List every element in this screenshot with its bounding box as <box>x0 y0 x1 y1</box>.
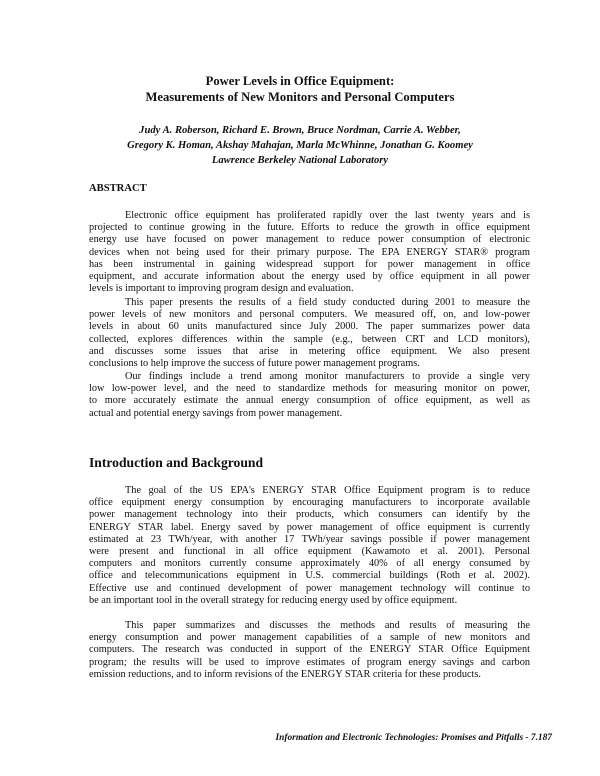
text-line: power management technology into their products, which consumers can identify by the <box>89 509 530 521</box>
intro-paragraph-1 <box>89 485 530 607</box>
text-line: levels in about 60 units manufactured since July 2000. The paper summarizes power data <box>89 321 530 333</box>
text-line: The goal of the US EPA's ENERGY STAR Office Equipment program is to reduce <box>125 485 530 496</box>
intro-paragraph-2 <box>89 620 530 681</box>
text-line: equipment, and accurate information about the energy used by office equipment in all power <box>89 270 530 282</box>
text-line: This paper summarizes and discusses the methods and results of measuring the <box>125 620 530 631</box>
text-line: emission reductions, and to inform revisions of the ENERGY STAR criteria for these products. <box>89 668 482 680</box>
abstract-paragraph-2 <box>89 297 530 370</box>
text-line: energy use have focused on power management to reduce power consumption of electronic <box>89 234 530 246</box>
intro-heading: Introduction and Background <box>89 455 264 470</box>
text-line: to more accurately estimate the annual energy consumption of office equipment, as well as <box>89 395 530 407</box>
text-line: energy consumption and power management capabilities of a sample of new monitors and <box>89 632 530 644</box>
text-line: conclusions to help improve the success of future power management programs. <box>89 357 420 369</box>
text-line: levels is important to improving program design and evaluation. <box>89 283 354 295</box>
text-line: ENERGY STAR label. Energy saved by power management of office equipment is currently <box>89 521 530 533</box>
text-line: Effective use and continued development of power management technology will continue to <box>89 582 530 594</box>
text-line: office and telecommunications equipment in U.S. commercial buildings (Roth et al. 2002). <box>89 570 530 582</box>
authors-line-2: Gregory K. Homan, Akshay Mahajan, Marla McWhinne, Jonathan G. Koomey <box>127 140 473 151</box>
text-line: be an important tool in the overall strategy for reducing energy used by office equipment. <box>89 594 458 606</box>
authors-line-1: Judy A. Roberson, Richard E. Brown, Bruce Nordman, Carrie A. Webber, <box>139 125 461 136</box>
title-line-1: Power Levels in Office Equipment: <box>205 74 395 88</box>
title-line-2: Measurements of New Monitors and Personal Computers <box>145 90 455 104</box>
abstract-paragraph-1 <box>89 210 530 295</box>
text-line: office equipment energy consumption by encouraging manufacturers to incorporate available <box>89 497 530 509</box>
text-line: projected to continue growing in the future. Efforts to reduce the growth in office equipment <box>89 222 530 234</box>
text-line: This paper presents the results of a field study conducted during 2001 to measure the <box>125 297 530 308</box>
page-footer: Information and Electronic Technologies: Promises and Pitfalls - 7.187 <box>275 733 552 743</box>
text-line: has been instrumental in gaining widespread support for power management in office <box>89 258 530 270</box>
text-line: actual and potential energy savings from power management. <box>89 407 343 419</box>
text-line: estimated at 23 TWh/year, with another 17 TWh/year savings possible if power management <box>89 533 530 545</box>
paper-title <box>0 73 600 105</box>
text-line: and discusses some issues that arise in metering office equipment. We also present <box>89 345 530 357</box>
text-line: collected, explores differences within the sample (e.g., between CRT and LCD monitors), <box>89 333 530 345</box>
author-block <box>0 123 600 168</box>
text-line: were present and functional in all office equipment (Kawamoto et al. 2001). Personal <box>89 545 530 557</box>
text-line: devices when not being used for their primary purpose. The EPA ENERGY STAR® program <box>89 246 530 258</box>
abstract-paragraph-3 <box>89 371 530 420</box>
text-line: power levels of new monitors and personal computers. We measured off, on, and low-power <box>89 309 530 321</box>
affiliation: Lawrence Berkeley National Laboratory <box>211 155 389 166</box>
text-line: computers. The research was conducted in support of the ENERGY STAR Office Equipment <box>89 644 530 656</box>
abstract-heading: ABSTRACT <box>89 183 147 194</box>
text-line: Our findings include a trend among monitor manufacturers to provide a single very <box>125 371 530 382</box>
text-line: low low-power level, and the need to standardize methods for measuring monitor on power, <box>89 383 530 395</box>
text-line: Electronic office equipment has proliferated rapidly over the last twenty years and is <box>125 210 530 221</box>
text-line: computers and monitors currently consume approximately 40% of all energy consumed by <box>89 558 530 570</box>
text-line: program; the results will be used to improve estimates of program energy savings and carbon <box>89 656 530 668</box>
